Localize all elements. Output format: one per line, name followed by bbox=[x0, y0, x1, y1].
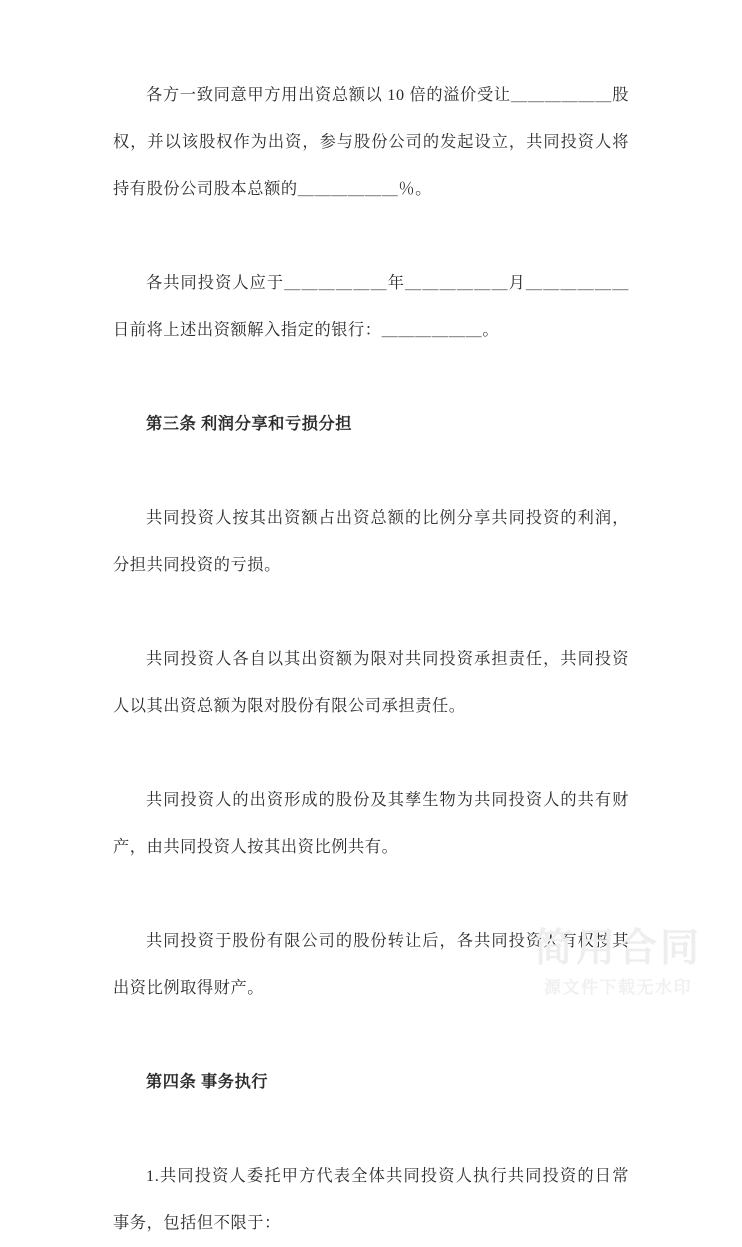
paragraph-spacer bbox=[113, 1106, 629, 1153]
document-body bbox=[113, 72, 629, 1247]
paragraph-liability: 共同投资人各自以其出资额为限对共同投资承担责任，共同投资人以其出资总额为限对股份有限公司承担责任。 bbox=[113, 650, 629, 715]
heading-article-3: 第三条 利润分享和亏损分担 bbox=[146, 415, 353, 433]
paragraph-spacer bbox=[113, 448, 629, 495]
watermark-brand-text: 简用合同 bbox=[533, 925, 702, 971]
paragraph-spacer bbox=[113, 1012, 629, 1059]
paragraph-spacer bbox=[113, 730, 629, 777]
paragraph-payment-date: 各共同投资人应于＿＿＿＿＿＿年＿＿＿＿＿＿月＿＿＿＿＿＿日前将上述出资额解入指定的银行：＿＿＿＿＿＿。 bbox=[113, 274, 629, 339]
paragraph-profit-share: 共同投资人按其出资额占出资总额的比例分享共同投资的利润，分担共同投资的亏损。 bbox=[113, 509, 629, 574]
paragraph-capital-premium: 各方一致同意甲方用出资总额以 10 倍的溢价受让＿＿＿＿＿＿股权，并以该股权作为出资，参与股份公司的发起设立，共同投资人将持有股份公司股本总额的＿＿＿＿＿＿％。 bbox=[113, 86, 629, 198]
paragraph-daily-affairs: 1.共同投资人委托甲方代表全体共同投资人执行共同投资的日常事务，包括但不限于： bbox=[113, 1167, 629, 1232]
paragraph-spacer bbox=[113, 354, 629, 401]
heading-article-4: 第四条 事务执行 bbox=[146, 1073, 269, 1091]
paragraph-spacer bbox=[113, 589, 629, 636]
paragraph-joint-property: 共同投资人的出资形成的股份及其孳生物为共同投资人的共有财产，由共同投资人按其出资比例共有。 bbox=[113, 791, 629, 856]
watermark-subtitle-text: 源文件下载无水印 bbox=[543, 977, 692, 998]
paragraph-share-transfer: 共同投资于股份有限公司的股份转让后，各共同投资人有权按其出资比例取得财产。 bbox=[113, 932, 629, 997]
paragraph-spacer bbox=[113, 213, 629, 260]
paragraph-spacer bbox=[113, 871, 629, 918]
